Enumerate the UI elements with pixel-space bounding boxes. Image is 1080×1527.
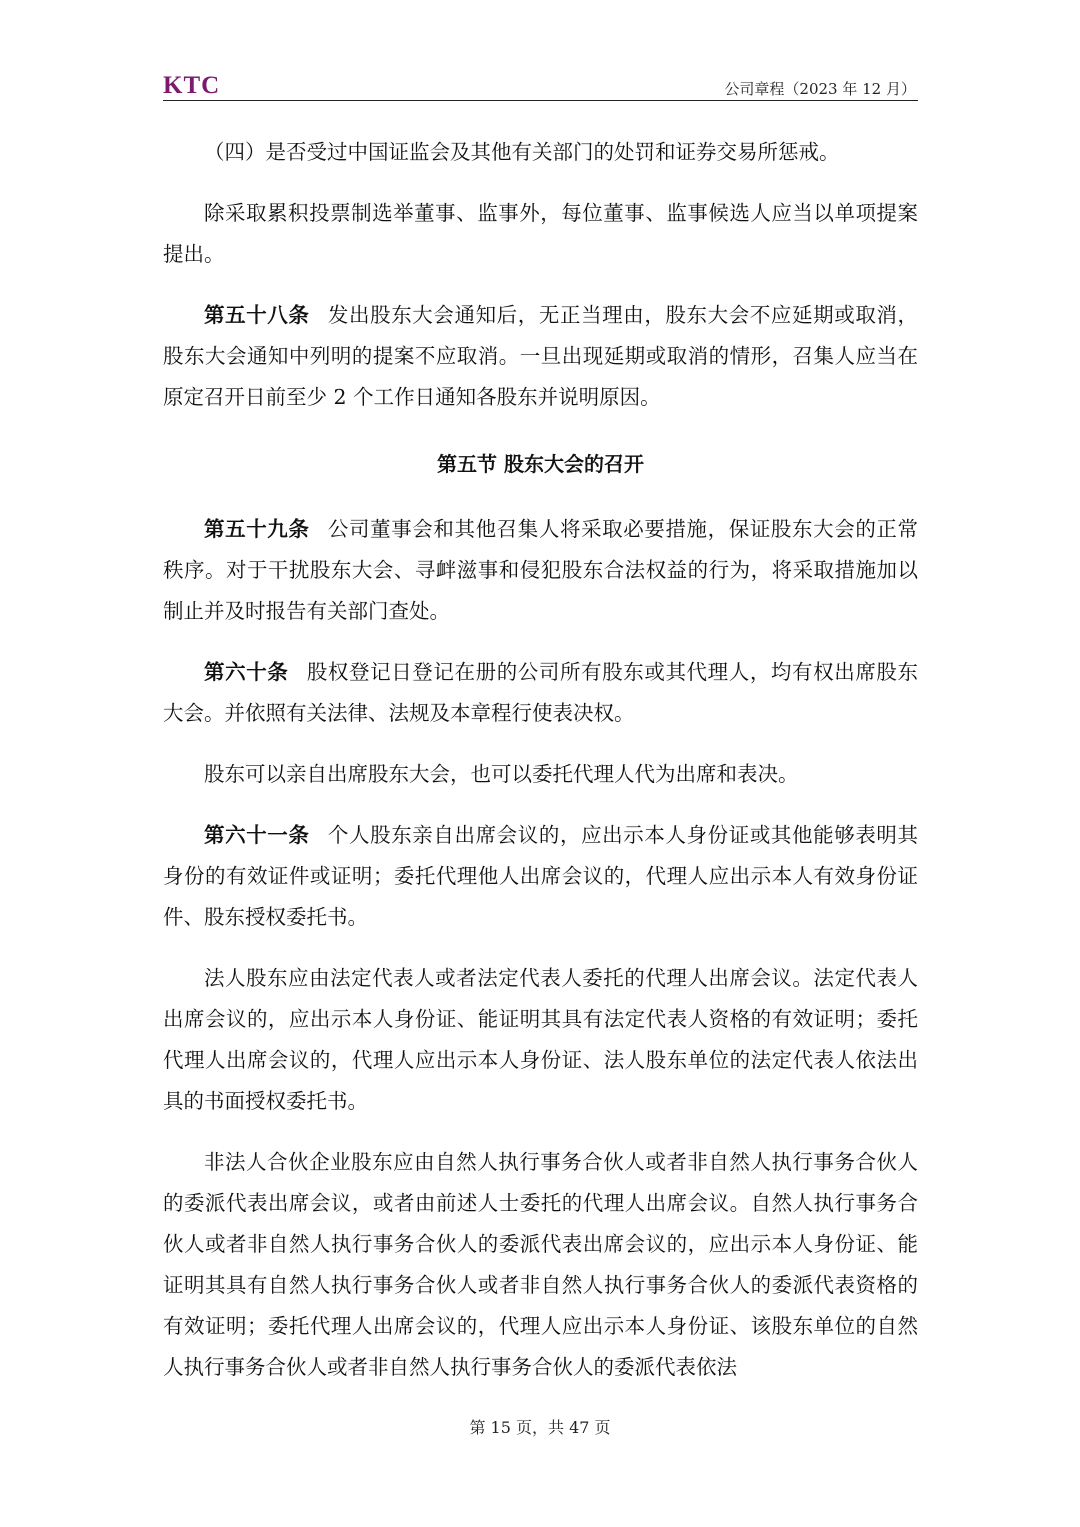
article-number: 第六十一条 <box>204 823 310 847</box>
page-header <box>163 74 918 101</box>
paragraph <box>163 1142 918 1388</box>
document-title: 公司章程（2023 年 12 月） <box>724 80 916 98</box>
paragraph-text: 发出股东大会通知后，无正当理由，股东大会不应延期或取消，股东大会通知中列明的提案不应取消。一旦出现延期或取消的情形，召集人应当在原定召开日前至少 2 个工作日通知各股东并说明原因。 <box>163 303 919 409</box>
article-60 <box>163 652 918 734</box>
section-title: 第五节 股东大会的召开 <box>437 452 644 476</box>
article-number: 第五十九条 <box>204 517 310 541</box>
paragraph-text: （四）是否受过中国证监会及其他有关部门的处罚和证券交易所惩戒。 <box>204 140 840 164</box>
company-logo: KTC <box>163 72 221 99</box>
paragraph <box>163 754 918 795</box>
page-number: 第 15 页，共 47 页 <box>469 1418 611 1437</box>
article-number: 第五十八条 <box>204 303 310 327</box>
paragraph <box>163 958 918 1122</box>
paragraph-text: 除采取累积投票制选举董事、监事外，每位董事、监事候选人应当以单项提案提出。 <box>163 201 918 266</box>
paragraph <box>163 132 918 173</box>
paragraph-text: 股权登记日登记在册的公司所有股东或其代理人，均有权出席股东大会。并依照有关法律、法规及本章程行使表决权。 <box>163 660 919 725</box>
article-58 <box>163 295 918 418</box>
article-61 <box>163 815 918 938</box>
document-body <box>163 132 918 1408</box>
paragraph <box>163 193 918 275</box>
paragraph-text: 个人股东亲自出席会议的，应出示本人身份证或其他能够表明其身份的有效证件或证明；委托代理他人出席会议的，代理人应出示本人有效身份证件、股东授权委托书。 <box>163 823 919 929</box>
paragraph-text: 公司董事会和其他召集人将采取必要措施，保证股东大会的正常秩序。对于干扰股东大会、寻衅滋事和侵犯股东合法权益的行为，将采取措施加以制止并及时报告有关部门查处。 <box>163 517 919 623</box>
paragraph-text: 非法人合伙企业股东应由自然人执行事务合伙人或者非自然人执行事务合伙人的委派代表出席会议，或者由前述人士委托的代理人出席会议。自然人执行事务合伙人或者非自然人执行事务合伙人的委派代表出席会议的，应出示本人身份证、能证明其具有自然人执行事务合伙人或者非自然人执行事务合伙人的委派代表资格的有效证明；委托代理人出席会议的，代理人应出示本人身份证、该股东单位的自然人执行事务合伙人或者非自然人执行事务合伙人的委派代表依法 <box>163 1150 918 1379</box>
article-number: 第六十条 <box>204 660 289 684</box>
paragraph-text: 法人股东应由法定代表人或者法定代表人委托的代理人出席会议。法定代表人出席会议的，应出示本人身份证、能证明其具有法定代表人资格的有效证明；委托代理人出席会议的，代理人应出示本人身份证、法人股东单位的法定代表人依法出具的书面授权委托书。 <box>163 966 918 1113</box>
article-59 <box>163 509 918 632</box>
paragraph-text: 股东可以亲自出席股东大会，也可以委托代理人代为出席和表决。 <box>204 762 799 786</box>
